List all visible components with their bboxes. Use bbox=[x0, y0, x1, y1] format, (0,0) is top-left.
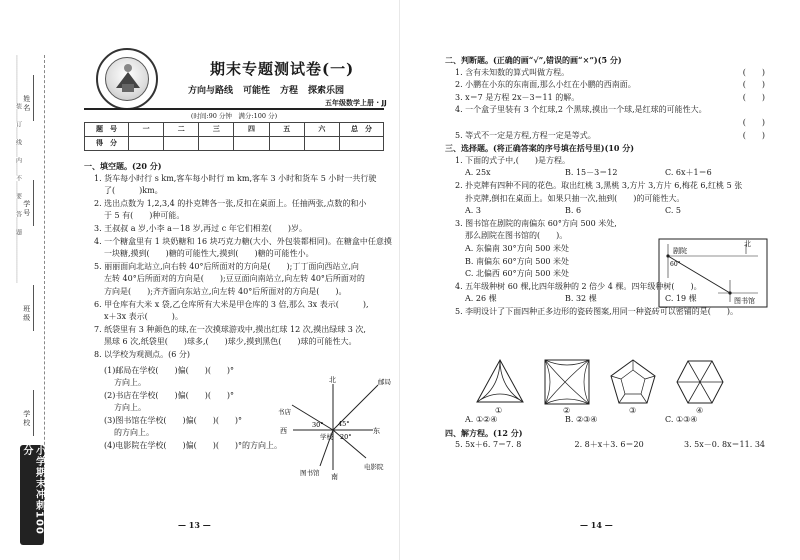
judge-item bbox=[445, 67, 765, 80]
school-field[interactable] bbox=[33, 390, 34, 436]
judge-text: 2. 小鹏在小东的东南面,那么小红在小鹏的西南面。 bbox=[455, 80, 636, 90]
question-text: (2)书店在学校( )偏( )( )° bbox=[104, 390, 235, 400]
judge-text: 3. x＝7 是方程 2x－3＝11 的解。 bbox=[455, 92, 580, 102]
score-label: 得 分 bbox=[85, 137, 129, 151]
tile-patterns bbox=[475, 358, 735, 418]
equation: 3. 5x－0. 8x＝11. 34 bbox=[684, 440, 765, 450]
judge-answer-row bbox=[445, 117, 765, 130]
angle-label: 60° bbox=[670, 261, 681, 268]
option[interactable]: A. ①②④ bbox=[465, 415, 498, 424]
option[interactable]: B. 15－3＝12 bbox=[565, 168, 618, 178]
equations-row bbox=[445, 439, 765, 452]
tile-label: ③ bbox=[629, 406, 637, 415]
section-heading: 二、判断题。(正确的画“√”,错误的画“×”)(5 分) bbox=[445, 55, 622, 65]
judge-text: 1. 含有未知数的算式叫做方程。 bbox=[455, 67, 570, 77]
score-cell: 二 bbox=[164, 123, 199, 137]
score-value-row bbox=[85, 137, 384, 151]
tile-label: ④ bbox=[696, 406, 704, 415]
north-label: 北 bbox=[744, 240, 751, 248]
question-text: 2. 扑克牌有四种不同的花色。取出红桃 3,黑桃 3,方片 3,方片 6,梅花 6,红桃 5 张 bbox=[455, 180, 743, 190]
score-input[interactable] bbox=[199, 137, 234, 151]
option[interactable]: B. ②③④ bbox=[565, 415, 598, 424]
binding-note: ……………………装……订……线……内……不……要……答……题…………………… bbox=[14, 55, 22, 283]
answer-blank[interactable]: ( ) bbox=[742, 130, 765, 140]
east-label: 东 bbox=[373, 427, 380, 435]
question-text: 8. 以学校为观测点。(6 分) bbox=[94, 349, 191, 359]
question-text: 1. 货车每小时行 s km,客车每小时行 m km,客车 3 小时和货车 5 小时一共行驶 bbox=[94, 173, 377, 183]
section-heading: 一、填空题。(20 分) bbox=[84, 161, 162, 171]
question-text: 方向上。 bbox=[114, 378, 146, 388]
header-rule bbox=[84, 108, 384, 110]
question-text: 3. 王叔叔 a 岁,小李 a－18 岁,再过 c 年它们相差( )岁。 bbox=[94, 223, 307, 233]
option[interactable]: C. 5 bbox=[665, 206, 682, 216]
question-text: 6. 甲仓库有大米 x 袋,乙仓库所有大米是甲仓库的 3 倍,那么 3x 表示( ), bbox=[94, 299, 369, 309]
score-table bbox=[84, 122, 384, 151]
score-input[interactable] bbox=[304, 137, 339, 151]
question-text: 于 5 有( )种可能。 bbox=[104, 211, 185, 221]
question-text: 4. 一个糖盒里有 1 块奶糖和 16 块巧克力糖(大小、外包装都相同)。在糖盒中任意摸 bbox=[94, 236, 392, 246]
right-content-bottom bbox=[445, 414, 765, 452]
theater-label: 剧院 bbox=[673, 247, 687, 255]
page-number: — 14 — bbox=[580, 520, 613, 530]
question-text: 扑克牌,倒扣在桌面上。如果只抽一次,抽到( )的可能性大。 bbox=[465, 193, 685, 203]
judge-text: 4. 一个盒子里装有 3 个红球,2 个黑球,摸出一个球,是红球的可能性大。 bbox=[455, 105, 707, 115]
tag-direction: 方向与路线 bbox=[188, 86, 234, 96]
binding-dashed-line bbox=[44, 55, 45, 505]
score-cell: 三 bbox=[199, 123, 234, 137]
north-label: 北 bbox=[329, 376, 336, 384]
hexagon-tile-icon bbox=[675, 358, 725, 406]
logo-icon bbox=[96, 48, 158, 110]
score-cell: 六 bbox=[304, 123, 339, 137]
brand-side-label: 小学期末冲刺100分 bbox=[20, 445, 44, 545]
question-text: (4)电影院在学校( )偏( )( )°的方向上。 bbox=[104, 441, 283, 451]
question-text: 方向是( );齐齐面向东站立,向左转 40°后所面对的方向是( )。 bbox=[104, 286, 347, 296]
equation: 5. 5x＋6. 7＝7. 8 bbox=[455, 440, 522, 450]
question-text: 7. 纸袋里有 3 种颜色的球,在一次摸球游戏中,摸出红球 12 次,摸出绿球 3 次, bbox=[94, 324, 366, 334]
question-text: (1)邮局在学校( )偏( )( )° bbox=[104, 365, 235, 375]
exam-tags bbox=[188, 86, 344, 97]
answer-blank[interactable]: ( ) bbox=[742, 80, 765, 90]
class-label: 班级 bbox=[22, 305, 31, 323]
options-row bbox=[445, 205, 765, 218]
binding-strip bbox=[14, 55, 54, 505]
score-cell: 四 bbox=[234, 123, 269, 137]
id-field[interactable] bbox=[33, 180, 34, 226]
library-label: 图书馆 bbox=[734, 297, 755, 305]
tag-equation: 方程 bbox=[280, 86, 299, 96]
judge-text: 5. 等式不一定是方程,方程一定是等式。 bbox=[455, 130, 596, 140]
question-text: 一块糖,摸到( )糖的可能性大,摸到( )糖的可能性小。 bbox=[104, 249, 314, 259]
option[interactable]: A. 26 棵 bbox=[465, 294, 497, 304]
question-text: 的方向上。 bbox=[114, 428, 154, 438]
grade-label: 五年级数学上册 · JJ bbox=[325, 99, 387, 107]
angle-label: 20° bbox=[340, 433, 352, 441]
cinema-label: 电影院 bbox=[364, 463, 384, 471]
score-input[interactable] bbox=[129, 137, 164, 151]
school-label: 学校 bbox=[22, 410, 31, 428]
name-label: 姓名 bbox=[22, 95, 31, 113]
tag-explore: 探索乐园 bbox=[308, 86, 345, 96]
option[interactable]: C. 6x＋1＝6 bbox=[665, 168, 712, 178]
question-text: 3. 图书馆在剧院的南偏东 60°方向 500 米处, bbox=[455, 218, 617, 228]
option[interactable]: A. 25x bbox=[465, 168, 491, 178]
option[interactable]: C. 北偏西 60°方向 500 米处 bbox=[465, 269, 569, 279]
section-heading: 三、选择题。(将正确答案的序号填在括号里)(10 分) bbox=[445, 143, 635, 154]
page-number: — 13 — bbox=[178, 520, 211, 530]
score-input[interactable] bbox=[164, 137, 199, 151]
name-field[interactable] bbox=[33, 75, 34, 121]
question-text: (3)图书馆在学校( )偏( )( )° bbox=[104, 415, 243, 425]
question-text: 左转 40°后所面对的方向是( );豆豆面向南站立,向左转 40°后所面对的 bbox=[104, 274, 365, 284]
class-field[interactable] bbox=[33, 285, 34, 331]
section-heading: 四、解方程。(12 分) bbox=[445, 427, 523, 438]
pentagon-tile-icon bbox=[609, 358, 657, 406]
tile-label: ① bbox=[495, 406, 503, 415]
school-label: 学校 bbox=[320, 433, 333, 441]
score-cell: 五 bbox=[269, 123, 304, 137]
judge-item bbox=[445, 130, 765, 143]
library-label: 图书馆 bbox=[300, 469, 320, 477]
score-cell: 一 bbox=[129, 123, 164, 137]
score-cell: 题 号 bbox=[85, 123, 129, 137]
option[interactable]: A. 东偏南 30°方向 500 米处 bbox=[465, 243, 569, 253]
time-line: (时间:90 分钟 满分:100 分) bbox=[190, 112, 278, 120]
theater-library-diagram bbox=[658, 238, 770, 310]
tile-label: ② bbox=[563, 406, 571, 415]
judge-item bbox=[445, 92, 765, 105]
question-text: 那么剧院在图书馆的( )。 bbox=[465, 231, 568, 241]
question-text: x＋3x 表示( )。 bbox=[104, 312, 183, 322]
option[interactable]: C. ①③④ bbox=[665, 415, 698, 424]
exam-title: 期末专题测试卷(一) bbox=[210, 60, 355, 78]
options-row bbox=[445, 167, 765, 180]
judge-item bbox=[445, 79, 765, 92]
id-label: 学号 bbox=[22, 200, 31, 218]
equation: 2. 8＋x＋3. 6＝20 bbox=[574, 440, 644, 450]
option[interactable]: A. 3 bbox=[465, 206, 481, 216]
question-text: 5. 李明设计了下面四种正多边形的瓷砖图案,用同一种瓷砖可以密铺的是( )。 bbox=[455, 306, 738, 316]
question-text: 4. 五年级种树 60 棵,比四年级种的 2 倍少 4 棵。四年级种树( )。 bbox=[455, 281, 702, 291]
question-text: 1. 下面的式子中,( )是方程。 bbox=[455, 155, 570, 165]
score-cell: 总 分 bbox=[340, 123, 384, 137]
option[interactable]: B. 6 bbox=[565, 206, 582, 216]
question-text: 2. 选出点数为 1,2,3,4 的扑克牌各一张,反扣在桌面上。任抽两张,点数的和小 bbox=[94, 198, 367, 208]
triangle-tile-icon bbox=[475, 358, 525, 406]
option[interactable]: B. 南偏东 60°方向 500 米处 bbox=[465, 256, 570, 266]
answer-blank[interactable]: ( ) bbox=[742, 67, 765, 77]
direction-diagram bbox=[278, 372, 400, 482]
tag-possibility: 可能性 bbox=[243, 86, 271, 96]
south-label: 南 bbox=[331, 473, 338, 481]
question-text: 了( )km。 bbox=[104, 186, 163, 196]
option[interactable]: B. 32 棵 bbox=[565, 294, 597, 304]
question-text: 黑球 6 次,纸袋里( )球多,( )球少,摸到黑色( )球的可能性大。 bbox=[104, 337, 357, 347]
question-text: 5. 丽丽面向北站立,向右转 40°后所面对的方向是( );丁丁面向西站立,向 bbox=[94, 261, 359, 271]
post-label: 邮局 bbox=[378, 378, 391, 386]
score-input[interactable] bbox=[234, 137, 269, 151]
angle-label: 30° bbox=[312, 421, 324, 429]
options-row bbox=[445, 414, 765, 427]
square-tile-icon bbox=[543, 358, 591, 406]
score-input[interactable] bbox=[340, 137, 384, 151]
answer-blank[interactable]: ( ) bbox=[742, 117, 765, 127]
west-label: 西 bbox=[280, 427, 287, 435]
bookstore-label: 书店 bbox=[278, 408, 291, 416]
score-header-row bbox=[85, 123, 384, 137]
angle-label: 45° bbox=[338, 420, 350, 428]
option[interactable]: C. 19 棵 bbox=[665, 294, 697, 304]
score-input[interactable] bbox=[269, 137, 304, 151]
question-text: 方向上。 bbox=[114, 403, 146, 413]
right-page bbox=[400, 0, 800, 560]
answer-blank[interactable]: ( ) bbox=[742, 92, 765, 102]
